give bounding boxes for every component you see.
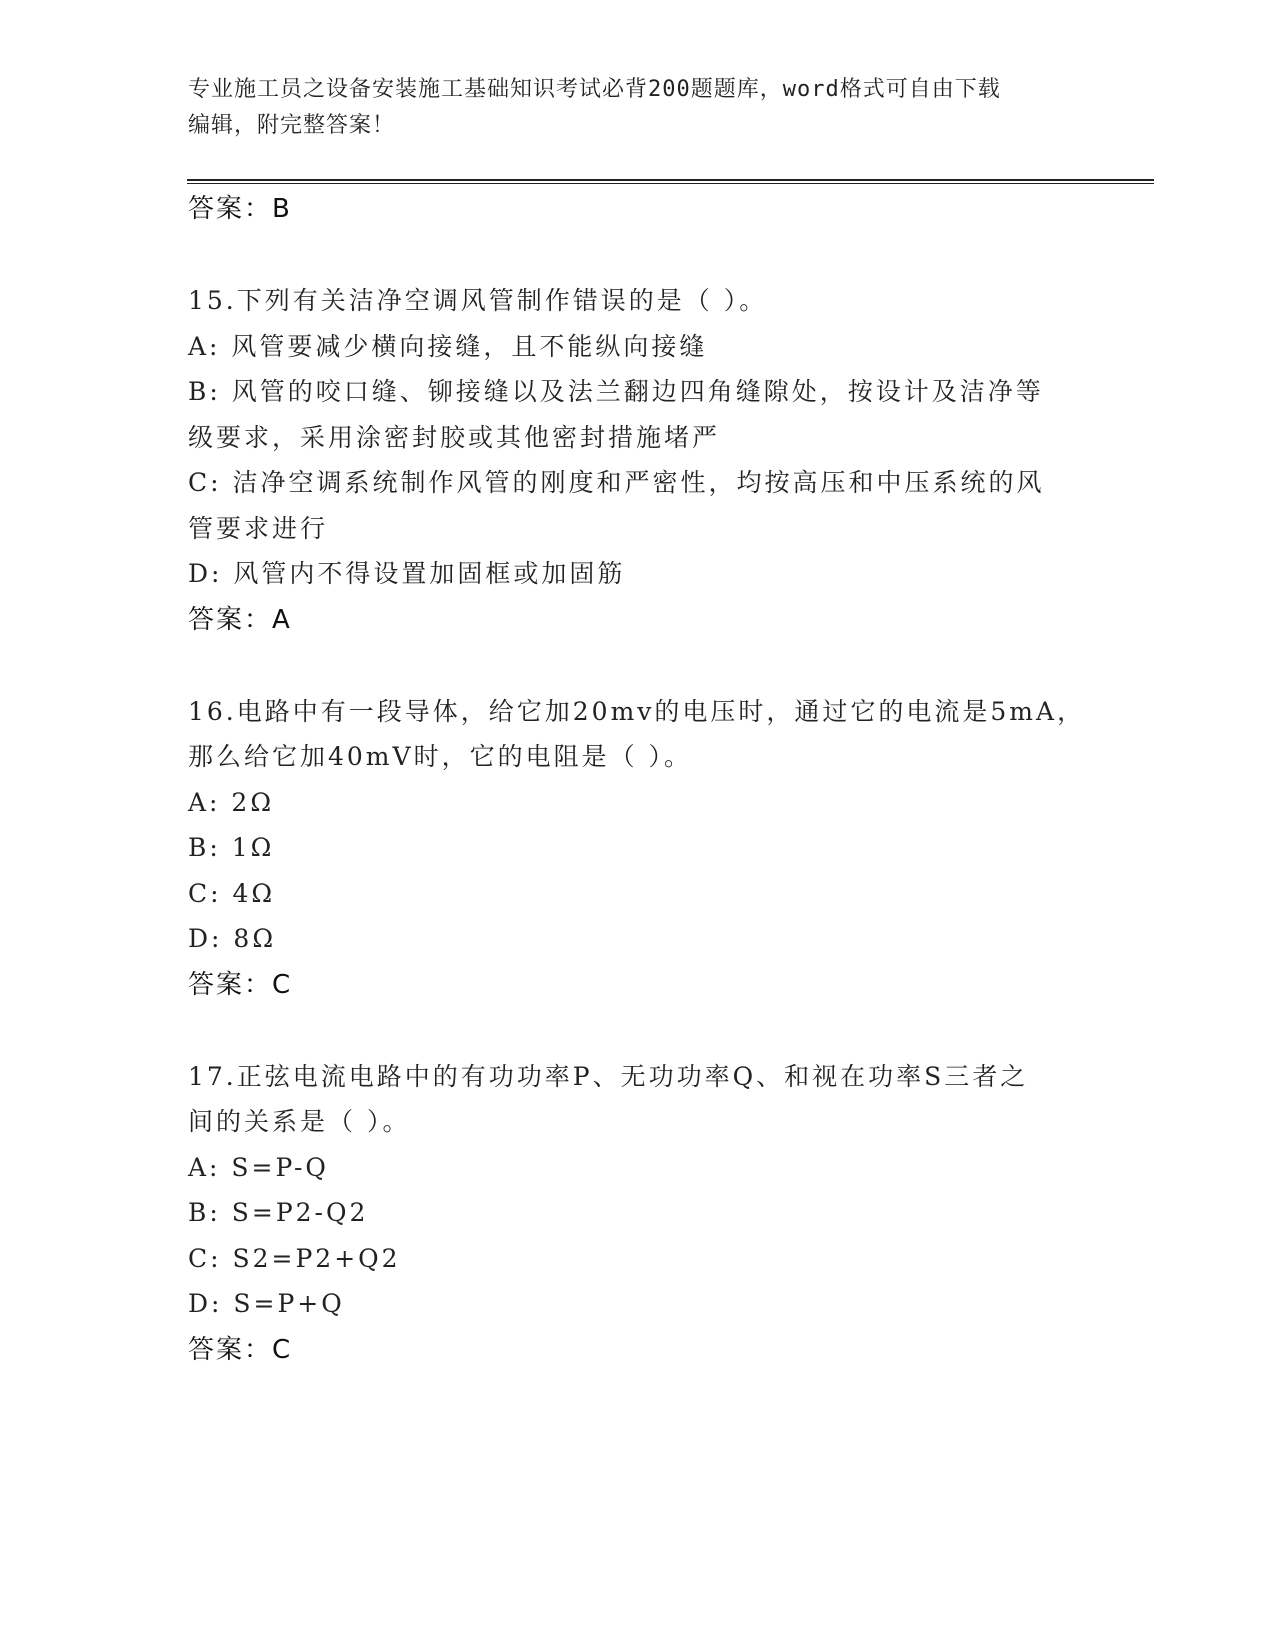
question-stem-continued: 那么给它加40mV时，它的电阻是（ ）。 xyxy=(188,742,693,771)
header-line-1: 专业施工员之设备安装施工基础知识考试必背200题题库，word格式可自由下载 xyxy=(188,77,1001,102)
option-a: A: S=P-Q xyxy=(188,1152,329,1182)
option-b: B: S=P2-Q2 xyxy=(188,1198,369,1227)
option-b: B: 1Ω xyxy=(188,833,275,862)
spacer xyxy=(188,643,1088,689)
option-d: D: 风管内不得设置加固框或加固筋 xyxy=(188,559,626,588)
option-a: A: 2Ω xyxy=(188,787,275,817)
header-line-2: 编辑，附完整答案！ xyxy=(188,113,396,138)
option-d: D: 8Ω xyxy=(188,924,277,953)
header-rule-thin xyxy=(187,183,1154,184)
option-a: A: 风管要减少横向接缝，且不能纵向接缝 xyxy=(188,331,708,361)
answer: 答案：C xyxy=(188,969,293,1000)
option-c: C: 4Ω xyxy=(188,878,276,908)
option-d: D: S=P+Q xyxy=(188,1289,345,1318)
question-stem: 16.电路中有一段导体，给它加20mv的电压时，通过它的电流是5mA， xyxy=(188,696,1086,726)
question-stem: 17.正弦电流电路中的有功功率P、无功功率Q、和视在功率S三者之 xyxy=(188,1061,1029,1091)
option-c: C: 洁净空调系统制作风管的刚度和严密性，均按高压和中压系统的风 xyxy=(188,468,1045,497)
previous-answer: 答案：B xyxy=(188,194,292,224)
answer: 答案：C xyxy=(188,1334,293,1365)
option-c: C: S2=P2+Q2 xyxy=(188,1243,401,1273)
question-stem: 15.下列有关洁净空调风管制作错误的是（ ）。 xyxy=(188,286,768,315)
answer: 答案：A xyxy=(188,604,292,635)
question-content xyxy=(188,186,1088,1373)
option-b-continued: 级要求，采用涂密封胶或其他密封措施堵严 xyxy=(188,422,721,452)
question-block xyxy=(188,689,1088,1008)
spacer xyxy=(188,232,1088,278)
question-block xyxy=(188,278,1088,643)
page-header xyxy=(188,72,1088,144)
question-block xyxy=(188,1054,1088,1373)
option-c-continued: 管要求进行 xyxy=(188,513,329,543)
spacer xyxy=(188,1008,1088,1054)
question-stem-continued: 间的关系是（ ）。 xyxy=(188,1107,411,1136)
header-rule-thick xyxy=(187,179,1154,181)
option-b: B: 风管的咬口缝、铆接缝以及法兰翻边四角缝隙处，按设计及洁净等 xyxy=(188,377,1044,406)
